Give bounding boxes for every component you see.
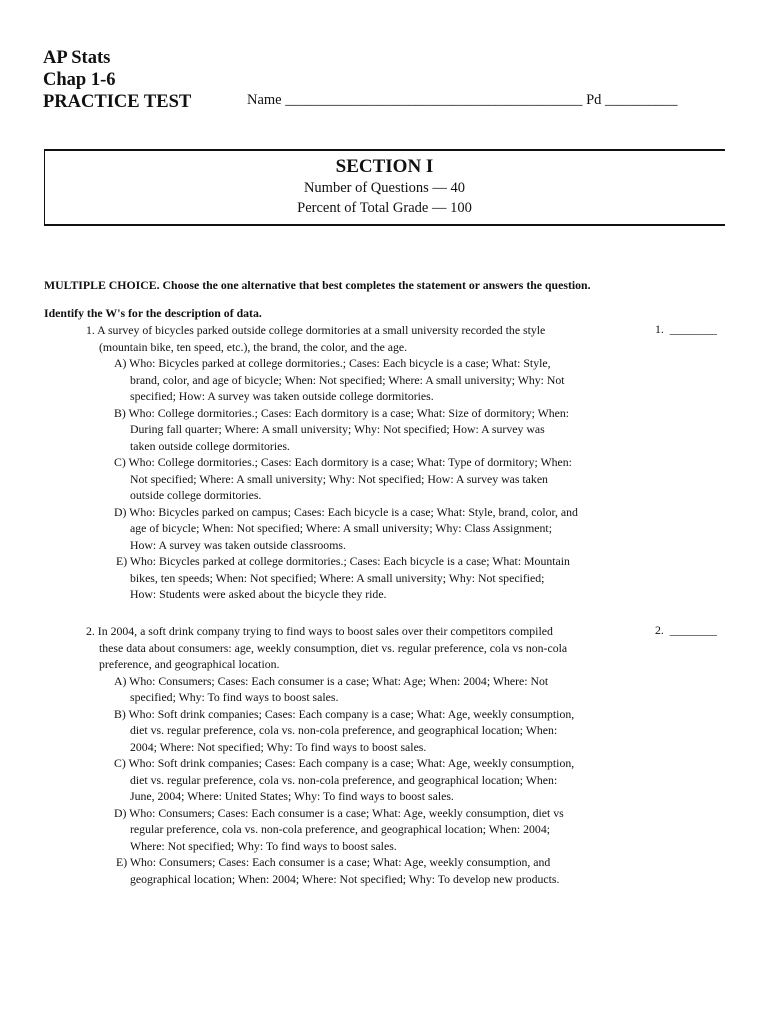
q1-choice-d-line-3: How: A survey was taken outside classrooms. (130, 537, 346, 552)
q1-choice-a-line-1[interactable]: A) Who: Bicycles parked at college dormitories.; Cases: Each bicycle is a case; What: Style, (114, 356, 551, 370)
q2-choice-e-line-1[interactable]: E) Who: Consumers; Cases: Each consumer is a case; What: Age, weekly consumption, and (116, 855, 551, 869)
q2-choice-c-line-3: June, 2004; Where: United States; Why: To find ways to boost sales. (130, 789, 454, 803)
name-period-line: Name _________________________________________ Pd __________ (247, 92, 678, 108)
q1-choice-d-line-1[interactable]: D) Who: Bicycles parked on campus; Cases: Each bicycle is a case; What: Style, brand, color, and (114, 504, 578, 519)
q1-choice-c-line-1[interactable]: C) Who: College dormitories.; Cases: Each dormitory is a case; What: Type of dormitory; When: (114, 455, 572, 469)
multiple-choice-instructions: MULTIPLE CHOICE. Choose the one alternative that best completes the statement or answers the question. (44, 278, 591, 292)
title-line-3: PRACTICE TEST (43, 92, 192, 112)
q2-choice-b-line-3: 2004; Where: Not specified; Why: To find ways to boost sales. (130, 739, 427, 754)
q2-choice-e-line-2: geographical location; When: 2004; Where: Not specified; Why: To develop new products. (130, 871, 560, 886)
q2-choice-b-line-2: diet vs. regular preference, cola vs. non-cola preference, and geographical location; When: (130, 723, 558, 737)
q2-choice-b-line-1[interactable]: B) Who: Soft drink companies; Cases: Each company is a case; What: Age, weekly consumption, (114, 706, 575, 721)
question-2-stem-line-1: 2. In 2004, a soft drink company trying to find ways to boost sales over their competitors compiled (86, 624, 553, 638)
q1-choice-b-line-2: During fall quarter; Where: A small university; Why: Not specified; How: A survey was (130, 422, 545, 436)
question-2-stem-line-3: preference, and geographical location. (99, 657, 280, 671)
identify-instructions: Identify the W's for the description of data. (44, 306, 262, 320)
q2-choice-c-line-2: diet vs. regular preference, cola vs. non-cola preference, and geographical location; When: (130, 772, 558, 787)
title-line-1: AP Stats (43, 48, 111, 68)
title-line-2: Chap 1-6 (43, 70, 116, 90)
q2-choice-d-line-2: regular preference, cola vs. non-cola preference, and geographical location; When: 2004; (130, 822, 551, 836)
q1-choice-a-line-2: brand, color, and age of bicycle; When: Not specified; Where: A small university; Why: Not (130, 372, 565, 387)
q2-choice-a-line-2: specified; Why: To find ways to boost sales. (130, 690, 339, 704)
q2-choice-c-line-1[interactable]: C) Who: Soft drink companies; Cases: Each company is a case; What: Age, weekly consumption, (114, 756, 575, 770)
q2-choice-d-line-1[interactable]: D) Who: Consumers; Cases: Each consumer is a case; What: Age, weekly consumption, diet vs (114, 805, 564, 820)
number-of-questions: Number of Questions — 40 (303, 180, 466, 196)
answer-blank-2[interactable]: 2. ________ (655, 623, 717, 637)
q1-choice-e-line-3: How: Students were asked about the bicycle they ride. (130, 587, 387, 601)
q1-choice-d-line-2: age of bicycle; When: Not specified; Where: A small university; Why: Class Assignment; (130, 521, 552, 535)
q1-choice-e-line-1[interactable]: E) Who: Bicycles parked at college dormitories.; Cases: Each bicycle is a case; What: Mountain (116, 554, 570, 568)
q1-choice-b-line-3: taken outside college dormitories. (130, 438, 290, 453)
q1-choice-b-line-1[interactable]: B) Who: College dormitories.; Cases: Each dormitory is a case; What: Size of dormitory; When: (114, 405, 570, 420)
q1-choice-c-line-2: Not specified; Where: A small university; Why: Not specified; How: A survey was taken (130, 471, 548, 486)
q1-choice-c-line-3: outside college dormitories. (130, 488, 262, 502)
q2-choice-a-line-1[interactable]: A) Who: Consumers; Cases: Each consumer is a case; What: Age; When: 2004; Where: Not (114, 673, 549, 688)
answer-blank-1[interactable]: 1. ________ (655, 322, 717, 336)
question-1-stem-line-2: (mountain bike, ten speed, etc.), the brand, the color, and the age. (99, 339, 408, 354)
q1-choice-e-line-2: bikes, ten speeds; When: Not specified; Where: A small university; Why: Not specified; (130, 570, 545, 585)
q1-choice-a-line-3: specified; How: A survey was taken outside college dormitories. (130, 389, 434, 403)
section-title: SECTION I (335, 156, 434, 177)
q2-choice-d-line-3: Where: Not specified; Why: To find ways to boost sales. (130, 838, 397, 853)
percent-of-grade: Percent of Total Grade — 100 (297, 200, 472, 216)
question-1-stem-line-1: 1. A survey of bicycles parked outside college dormitories at a small university recorded the style (86, 323, 546, 337)
question-2-stem-line-2: these data about consumers: age, weekly consumption, diet vs. regular preference, cola vs non-cola (99, 640, 568, 655)
